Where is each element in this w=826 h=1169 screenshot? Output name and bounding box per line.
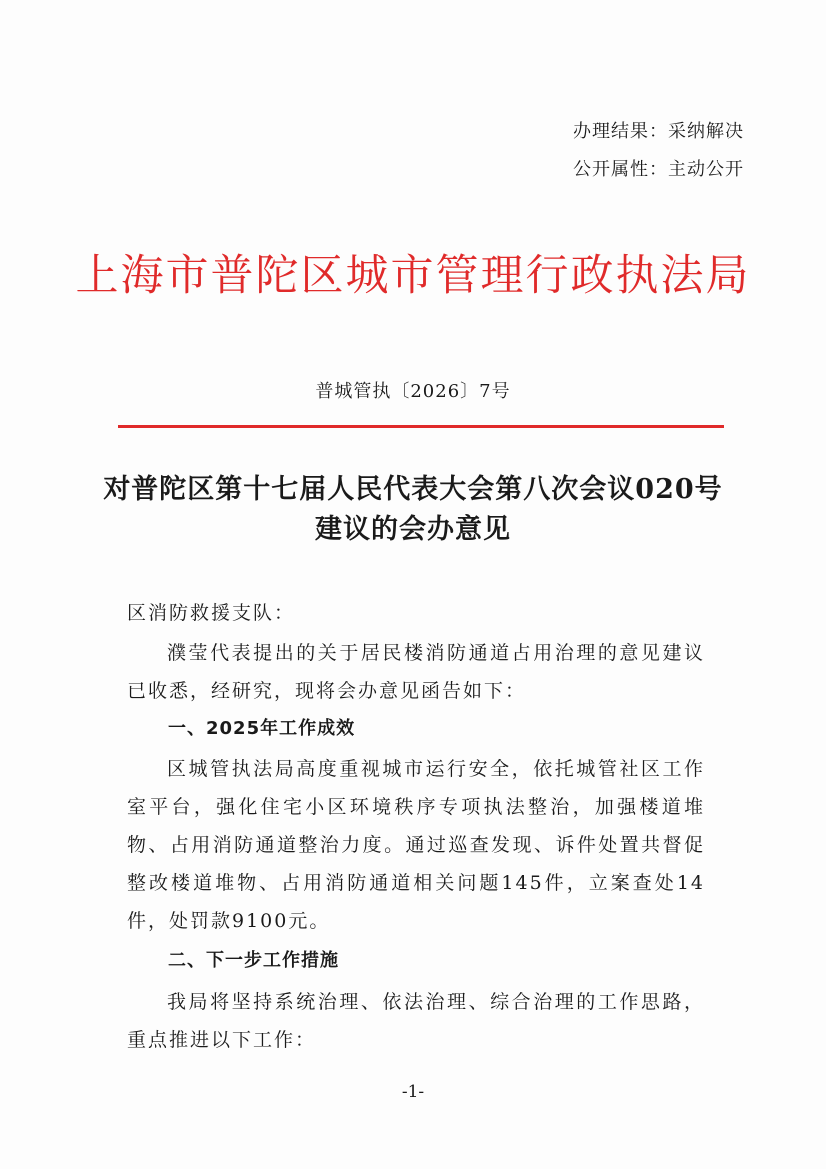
handling-result: 办理结果：采纳解决 <box>573 121 744 142</box>
page-number: -1- <box>401 1082 425 1102</box>
intro-paragraph: 濮莹代表提出的关于居民楼消防通道占用治理的意见建议已收悉，经研究，现将会办意见函告如下： <box>127 642 705 702</box>
section-heading-2: 二、下一步工作措施 <box>168 950 339 971</box>
addressee: 区消防救援支队： <box>127 602 296 624</box>
red-divider-line <box>118 425 724 428</box>
section-heading-1: 一、2025年工作成效 <box>168 718 356 739</box>
section-2-paragraph: 我局将坚持系统治理、依法治理、综合治理的工作思路，重点推进以下工作： <box>127 991 705 1051</box>
document-number: 普城管执〔2026〕7号 <box>315 381 511 402</box>
section-1-paragraph: 区城管执法局高度重视城市运行安全，依托城管社区工作室平台，强化住宅小区环境秩序专项执法整治，加强楼道堆物、占用消防通道整治力度。通过巡查发现、诉件处置共督促整改楼道堆物、占用消防通道相关问题145件，立案查处14件，处罚款9100元。 <box>127 758 705 932</box>
document-title: 对普陀区第十七届人民代表大会第八次会议020号建议的会办意见 <box>103 474 723 545</box>
issuing-organization: 上海市普陀区城市管理行政执法局 <box>75 251 751 301</box>
disclosure-attribute: 公开属性：主动公开 <box>573 159 744 180</box>
